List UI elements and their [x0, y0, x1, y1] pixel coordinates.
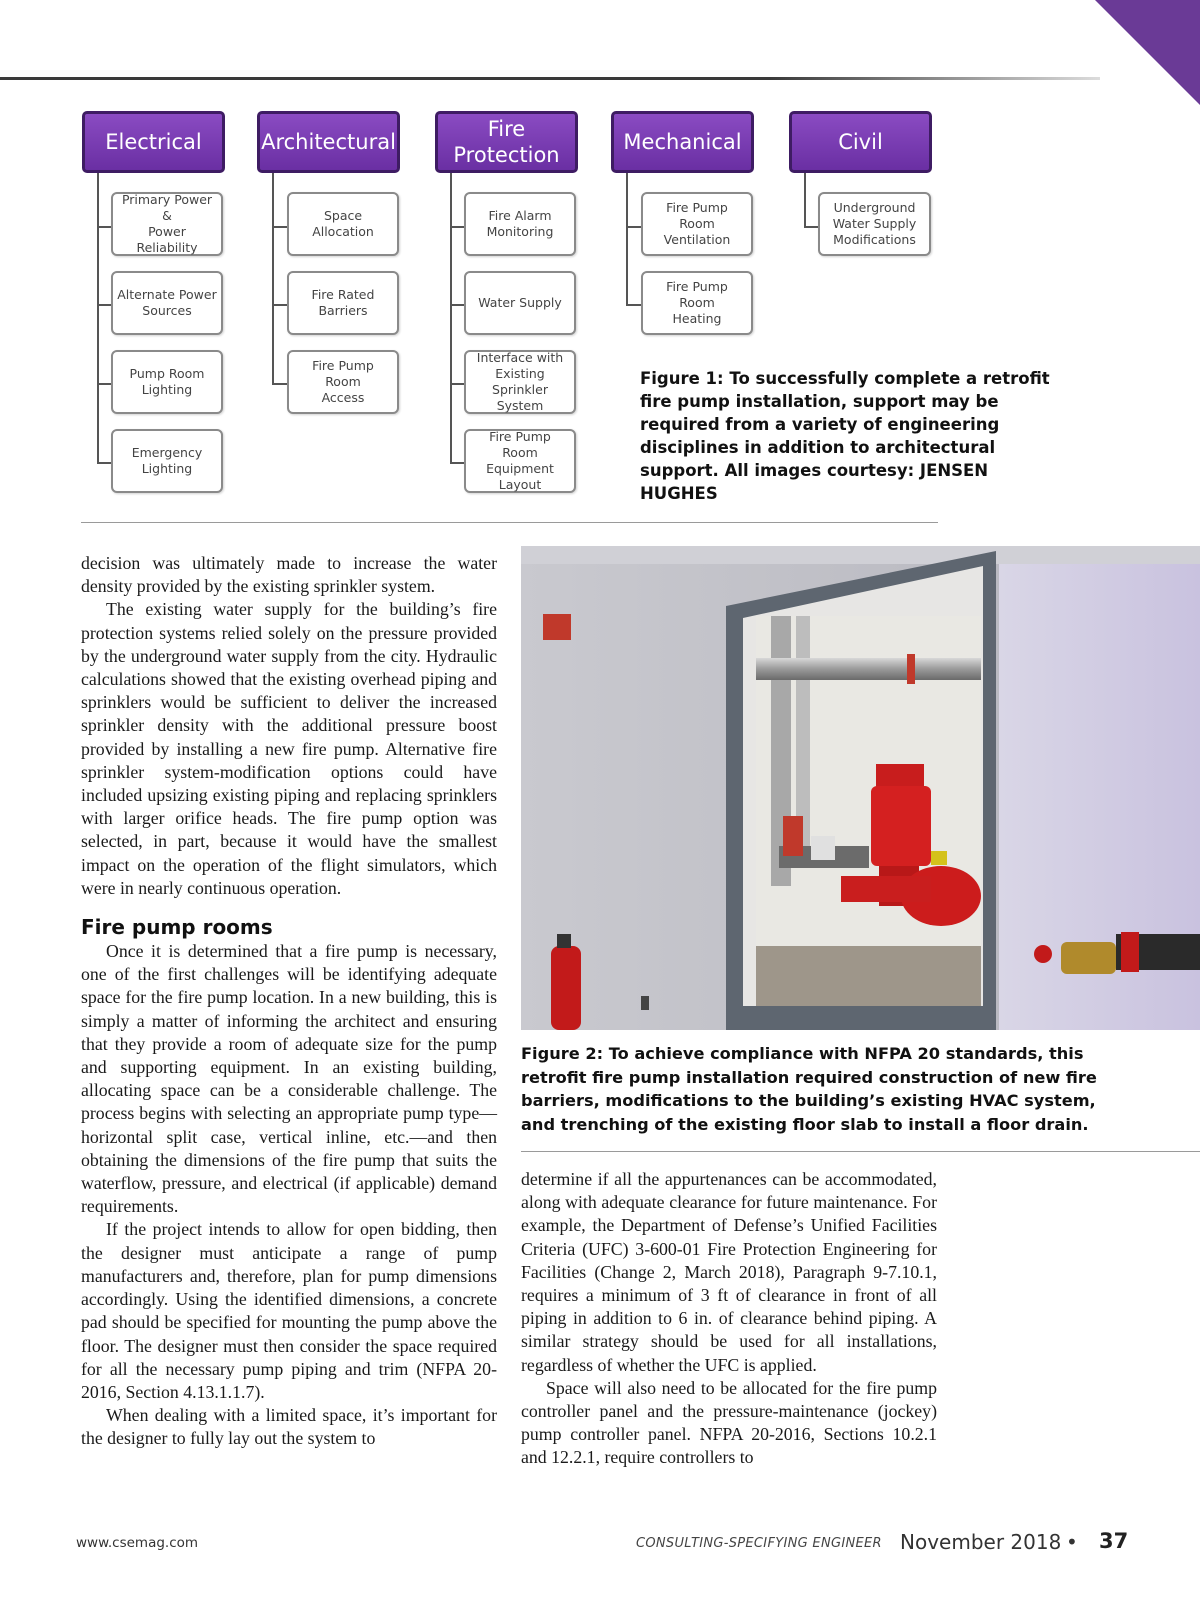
connector: [626, 173, 628, 305]
sub-underground-water-supply: Underground Water Supply Modifications: [818, 192, 931, 256]
left-column: [81, 552, 497, 1451]
sub-fire-pump-room-access: Fire Pump Room Access: [287, 350, 399, 414]
sub-equipment-layout: Fire Pump Room Equipment Layout: [464, 429, 576, 493]
photo-illustration: [521, 546, 1200, 1030]
category-electrical: Electrical: [82, 111, 225, 173]
disciplines-diagram: [0, 0, 1200, 520]
connector: [272, 226, 287, 228]
paragraph: decision was ultimately made to increase the water density provided by the existing sprinkler system.: [81, 553, 497, 597]
connector: [450, 383, 464, 385]
category-fire-protection: Fire Protection: [435, 111, 578, 173]
connector: [272, 304, 287, 306]
sub-primary-power: Primary Power & Power Reliability: [111, 192, 223, 256]
sub-fire-pump-room-heating: Fire Pump Room Heating: [641, 271, 753, 335]
paragraph: The existing water supply for the building’s fire protection systems relied solely on the pressure provided by the underground water supply from the city. Hydraulic calculations showed that the existing overhead piping and sprinklers would be sufficient to deliver the increased sprinkler density with the additional pressure boost provided by installing a new fire pump. Alternative fire sprinkler system-modification options could have included upsizing existing piping and replacing sprinklers with larger orifice heads. The fire pump option was selected, in part, because it would have the smallest impact on the operation of the flight simulators, which were in nearly continuous operation.: [81, 599, 497, 898]
page-number: 37: [1099, 1529, 1129, 1553]
connector: [97, 226, 111, 228]
paragraph: When dealing with a limited space, it’s important for the designer to fully lay out the system to: [81, 1405, 497, 1449]
sub-space-allocation: Space Allocation: [287, 192, 399, 256]
connector: [626, 226, 641, 228]
paragraph: If the project intends to allow for open bidding, then the designer must anticipate a range of pump manufacturers and, therefore, plan for pump dimensions accordingly. Using the identified dimensions, a concrete pad should be specified for mounting the pump above the floor. The designer must then consider the space required for all the necessary pump piping and trim (NFPA 20-2016, Section 4.13.1.1.7).: [81, 1219, 497, 1402]
category-civil: Civil: [789, 111, 932, 173]
connector: [450, 304, 464, 306]
connector: [97, 462, 111, 464]
sub-water-supply: Water Supply: [464, 271, 576, 335]
connector: [272, 173, 274, 384]
figure-1-caption: Figure 1: To successfully complete a retrofit fire pump installation, support may be required from a variety of engineering disciplines in addition to architectural support. All images courtesy: JENSEN HUGHES: [640, 369, 1050, 503]
footer-magazine: CONSULTING-SPECIFYING ENGINEER: [636, 1536, 882, 1551]
divider: [521, 1151, 1200, 1152]
connector: [626, 304, 641, 306]
figure-2-caption: Figure 2: To achieve compliance with NFPA 20 standards, this retrofit fire pump installation required construction of new fire barriers, modifications to the building’s existing HVAC system, and trenching of the existing floor slab to install a floor drain.: [521, 1044, 1097, 1134]
divider: [81, 522, 938, 523]
sub-pump-room-lighting: Pump Room Lighting: [111, 350, 223, 414]
sub-fire-pump-room-ventilation: Fire Pump Room Ventilation: [641, 192, 753, 256]
footer-url[interactable]: www.csemag.com: [76, 1535, 199, 1551]
category-mechanical: Mechanical: [611, 111, 754, 173]
category-architectural: Architectural: [257, 111, 400, 173]
section-heading: Fire pump rooms: [81, 915, 273, 940]
sub-fire-rated-barriers: Fire Rated Barriers: [287, 271, 399, 335]
connector: [450, 173, 452, 464]
connector: [272, 383, 287, 385]
connector: [804, 173, 806, 227]
connector: [97, 173, 99, 464]
sub-fire-alarm-monitoring: Fire Alarm Monitoring: [464, 192, 576, 256]
footer-date: November 2018: [900, 1530, 1062, 1554]
right-column: [521, 1168, 937, 1470]
connector: [450, 226, 464, 228]
connector: [97, 383, 111, 385]
sub-emergency-lighting: Emergency Lighting: [111, 429, 223, 493]
footer-bullet: •: [1066, 1530, 1078, 1554]
connector: [804, 226, 818, 228]
fire-pump-room-photo: [521, 546, 1200, 1030]
connector: [97, 304, 111, 306]
paragraph: determine if all the appurtenances can be accommodated, along with adequate clearance for future maintenance. For example, the Department of Defense’s Unified Facilities Criteria (UFC) 3-600-01 Fire Protection Engineering for Facilities (Change 2, March 2018), Paragraph 9-7.10.1, requires a minimum of 3 ft of clearance in front of all piping in addition to 6 in. of clearance behind piping. A similar strategy should be used for all installations, regardless of whether the UFC is applied.: [521, 1169, 937, 1375]
sub-alternate-power-sources: Alternate Power Sources: [111, 271, 223, 335]
sub-interface-existing-sprinkler: Interface with Existing Sprinkler System: [464, 350, 576, 414]
paragraph: Once it is determined that a fire pump is necessary, one of the first challenges will be identifying adequate space for the fire pump location. In a new building, this is simply a matter of informing the architect and ensuring that they provide a room of adequate size for the pump and supporting equipment. In an existing building, allocating space can be a considerable challenge. The process begins with selecting an appropriate pump type—horizontal split case, vertical inline, etc.—and then obtaining the dimensions of the fire pump that suits the waterflow, pressure, and electrical (if applicable) demand requirements.: [81, 941, 497, 1217]
connector: [450, 462, 464, 464]
paragraph: Space will also need to be allocated for the fire pump controller panel and the pressure-maintenance (jockey) pump controller panel. NFPA 20-2016, Sections 10.2.1 and 12.2.1, require controllers to: [521, 1377, 937, 1468]
